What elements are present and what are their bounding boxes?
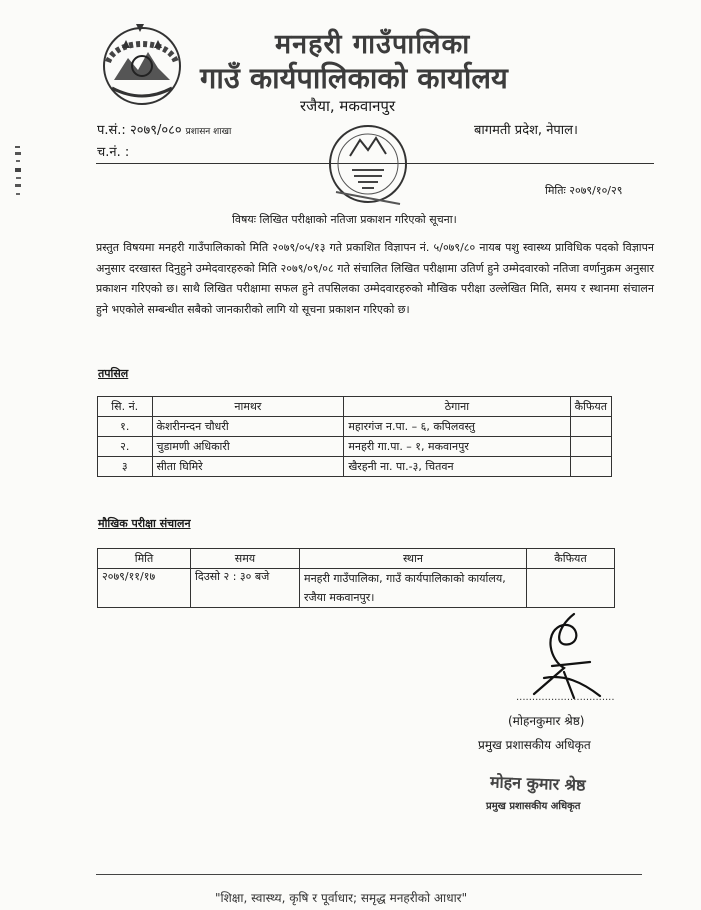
- table-row: [98, 417, 612, 437]
- cell-remark: [570, 457, 611, 477]
- name-stamp: मोहन कुमार श्रेष्ठ: [489, 772, 586, 795]
- column-header: सि. नं.: [98, 397, 153, 417]
- column-header: स्थान: [300, 549, 527, 569]
- table-row: [98, 569, 615, 608]
- notice-date: मितिः २०७९/१०/२९: [545, 184, 623, 197]
- notice-subject: विषयः लिखित परीक्षाको नतिजा प्रकाशन गरिएको सूचना।: [232, 213, 457, 226]
- column-header: मिति: [98, 549, 191, 569]
- signature-icon: [504, 608, 614, 703]
- column-header: नामथर: [152, 397, 344, 417]
- cell-date: २०७९/११/१७: [98, 569, 191, 608]
- office-name: गाउँ कार्यपालिकाको कार्यालय: [200, 61, 508, 95]
- cell-name: केशरीनन्दन चौधरी: [152, 417, 344, 437]
- cell-address: खैरहनी ना. पा.-३, चितवन: [344, 457, 570, 477]
- office-stamp-icon: [322, 118, 414, 218]
- dispatch-number: च.नं. :: [97, 145, 130, 160]
- column-header: कैफियत: [527, 549, 615, 569]
- cell-address: महारगंज न.पा. – ६, कपिलवस्तु: [344, 417, 570, 437]
- cell-remark: [527, 569, 615, 608]
- scan-edge-marks: [14, 146, 22, 198]
- cell-remark: [570, 417, 611, 437]
- footer-slogan: "शिक्षा, स्वास्थ्य, कृषि र पूर्वाधार; समृद्ध मनहरीको आधार": [215, 891, 468, 905]
- reference-number: [97, 120, 231, 138]
- office-address: रजैया, मकवानपुर: [300, 97, 396, 115]
- cell-serial: १.: [98, 417, 153, 437]
- cell-name: सीता घिमिरे: [152, 457, 344, 477]
- table-header-row: [98, 397, 612, 417]
- title-stamp: प्रमुख प्रशासकीय अधिकृत: [486, 801, 581, 812]
- table-row: [98, 457, 612, 477]
- column-header: ठेगाना: [344, 397, 570, 417]
- cell-serial: २.: [98, 437, 153, 457]
- province: बागमती प्रदेश, नेपाल।: [474, 123, 578, 138]
- footer-divider: [96, 874, 642, 875]
- candidates-table: [97, 396, 612, 477]
- cell-time: दिउसो २ : ३० बजे: [191, 569, 300, 608]
- reference-dept: प्रशासन शाखा: [185, 127, 232, 137]
- details-heading: तपसिल: [98, 367, 129, 380]
- column-header: कैफियत: [570, 397, 611, 417]
- signature-line: ...............................: [516, 692, 615, 703]
- cell-place: मनहरी गाउँपालिका, गाउँ कार्यपालिकाको कार्यालय, रजैया मकवानपुर।: [300, 569, 527, 608]
- interview-heading: मौखिक परीक्षा संचालन: [98, 517, 191, 530]
- signatory-name: (मोहनकुमार श्रेष्ठ): [508, 714, 585, 728]
- interview-table: [97, 548, 615, 608]
- cell-address: मनहरी गा.पा. – १, मकवानपुर: [344, 437, 570, 457]
- cell-remark: [570, 437, 611, 457]
- cell-serial: ३: [98, 457, 153, 477]
- notice-body: प्रस्तुत विषयमा मनहरी गाउँपालिकाको मिति २०७९/०५/१३ गते प्रकाशित विज्ञापन नं. ५/०७९/८० नायब पशु स्वास्थ्य प्राविधिक पदको विज्ञापन अनुसार दरखास्त दिनुहुने उम्मेदवारहरुको मिति २०७९/०९/०८ गते संचालित लिखित परीक्षामा उतिर्ण हुने उम्मेदवारको नतिजा वर्णानुक्रम अनुसार प्रकाशन गरिएको छ। साथै लिखित परीक्षामा सफल हुने तपसिलका उम्मेदवारहरुको मौखिक परीक्षा उल्लेखित मिति, समय र स्थानमा संचालन हुने भएकोले सम्बन्धीत सबैको जानकारीको लागि यो सूचना प्रकाशन गरिएको छ।: [96, 241, 654, 316]
- column-header: समय: [191, 549, 300, 569]
- cell-name: चुडामणी अधिकारी: [152, 437, 344, 457]
- nepal-emblem-icon: [96, 18, 188, 110]
- org-name: मनहरी गाउँपालिका: [275, 29, 471, 60]
- table-header-row: [98, 549, 615, 569]
- reference-number-text: प.सं.: २०७९/०८०: [97, 123, 182, 138]
- table-row: [98, 437, 612, 457]
- signatory-title: प्रमुख प्रशासकीय अधिकृत: [478, 738, 591, 752]
